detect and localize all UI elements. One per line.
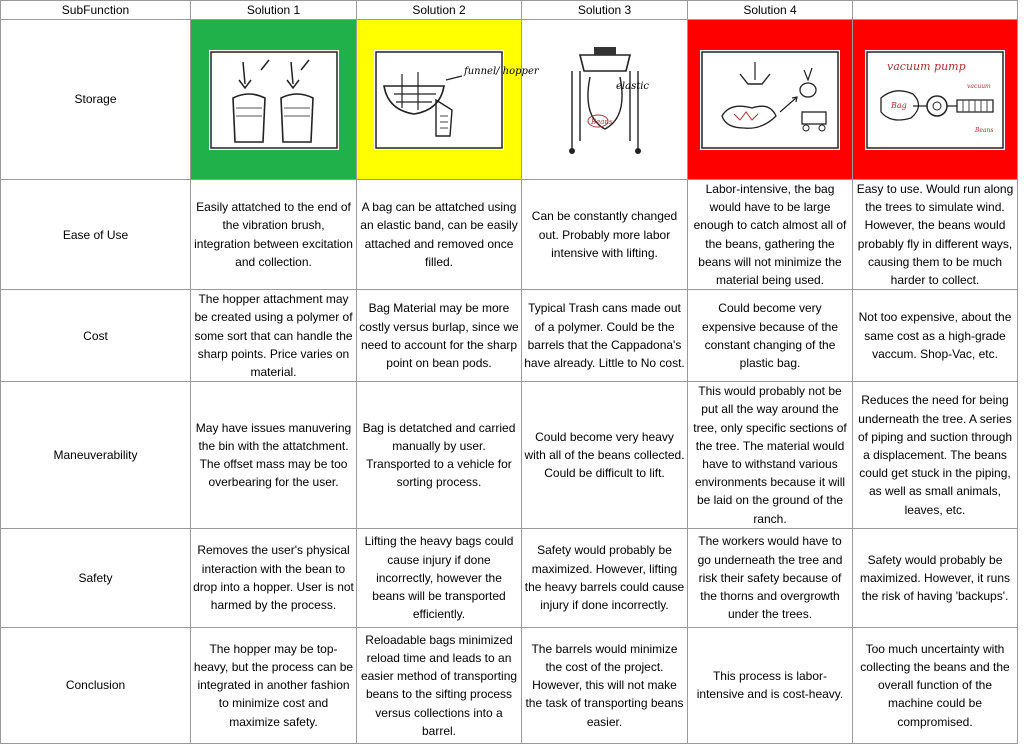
row-safety xyxy=(1,528,1018,627)
header-solution-4: Solution 4 xyxy=(688,1,853,20)
cell-maneuver-solution-1: May have issues manuvering the bin with the attatchment. The offset mass may be too overbearing for the user. xyxy=(191,382,357,529)
sketch-5-beans: Beans xyxy=(975,126,994,134)
row-label-maneuverability: Maneuverability xyxy=(1,382,191,529)
cell-cost-solution-2: Bag Material may be more costly versus burlap, since we need to account for the sharp point on bean pods. xyxy=(357,290,522,382)
sketch-vacuum-pump xyxy=(865,50,1005,150)
cell-cost-solution-5: Not too expensive, about the same cost as a high-grade vaccum. Shop-Vac, etc. xyxy=(853,290,1018,382)
row-conclusion xyxy=(1,627,1018,743)
cell-safety-solution-3: Safety would probably be maximized. However, lifting the heavy barrels could cause injury if done incorrectly. xyxy=(522,528,688,627)
cell-conclusion-solution-4: This process is labor-intensive and is cost-heavy. xyxy=(688,627,853,743)
cell-cost-solution-3: Typical Trash cans made out of a polymer. Could be the barrels that the Cappadona's have already. Little to No cost. xyxy=(522,290,688,382)
header-solution-1: Solution 1 xyxy=(191,1,357,20)
storage-cell-solution-4 xyxy=(688,20,853,180)
sketch-3-label: elastic xyxy=(615,80,649,92)
cell-ease-solution-5: Easy to use. Would run along the trees to simulate wind. However, the beans would probably fly in different ways, causing them to be much harder to collect. xyxy=(853,180,1018,290)
row-label-ease-of-use: Ease of Use xyxy=(1,180,191,290)
row-label-cost: Cost xyxy=(1,290,191,382)
sketch-5-title: vacuum pump xyxy=(887,59,966,73)
header-solution-2: Solution 2 xyxy=(357,1,522,20)
sketch-5-vac: vacuum xyxy=(967,82,991,90)
sketch-elastic-bag xyxy=(550,37,660,163)
header-solution-3: Solution 3 xyxy=(522,1,688,20)
cell-maneuver-solution-2: Bag is detatched and carried manually by user. Transported to a vehicle for sorting process. xyxy=(357,382,522,529)
row-label-safety: Safety xyxy=(1,528,191,627)
row-ease-of-use xyxy=(1,180,1018,290)
header-subfunction: SubFunction xyxy=(1,1,191,20)
sketch-2-label: funnel/ hopper xyxy=(464,65,539,77)
storage-cell-solution-2 xyxy=(357,20,539,180)
cell-maneuver-solution-4: This would probably not be put all the way around the tree, only specific sections of the tree. The material would have to withstand various environments because it will be laid on the ground of the ranch. xyxy=(688,382,853,529)
cell-safety-solution-5: Safety would probably be maximized. However, it runs the risk of having 'backups'. xyxy=(853,528,1018,627)
storage-cell-solution-1 xyxy=(191,20,357,180)
sketch-funnel-hopper xyxy=(374,50,539,150)
cell-conclusion-solution-3: The barrels would minimize the cost of the project. However, this will not make the task of transporting beans easier. xyxy=(522,627,688,743)
cell-ease-solution-2: A bag can be attatched using an elastic band, can be easily attached and removed once filled. xyxy=(357,180,522,290)
sketch-3-bag-label: Beans xyxy=(590,117,613,126)
header-solution-5 xyxy=(853,1,1018,20)
cell-ease-solution-1: Easily attatched to the end of the vibration brush, integration between excitation and collection. xyxy=(191,180,357,290)
storage-row xyxy=(1,20,1018,180)
sketch-ground-bag xyxy=(700,50,840,150)
storage-cell-solution-5 xyxy=(853,20,1018,180)
header-row xyxy=(1,1,1018,20)
row-label-storage: Storage xyxy=(1,20,191,180)
cell-conclusion-solution-5: Too much uncertainty with collecting the beans and the overall function of the machine could be compromised. xyxy=(853,627,1018,743)
cell-cost-solution-1: The hopper attachment may be created using a polymer of some sort that can handle the sharp points. Price varies on material. xyxy=(191,290,357,382)
cell-ease-solution-3: Can be constantly changed out. Probably more labor intensive with lifting. xyxy=(522,180,688,290)
row-cost xyxy=(1,290,1018,382)
cell-safety-solution-2: Lifting the heavy bags could cause injury if done incorrectly, however the beans will be transported efficiently. xyxy=(357,528,522,627)
cell-ease-solution-4: Labor-intensive, the bag would have to be large enough to catch almost all of the beans, gathering the beans will not minimize the material being used. xyxy=(688,180,853,290)
cell-cost-solution-4: Could become very expensive because of the constant changing of the plastic bag. xyxy=(688,290,853,382)
cell-conclusion-solution-2: Reloadable bags minimized reload time and leads to an easier method of transporting beans to the sifting process versus collections into a barrel. xyxy=(357,627,522,743)
cell-safety-solution-4: The workers would have to go underneath the tree and risk their safety because of the thorns and overgrowth under the trees. xyxy=(688,528,853,627)
sketch-5-bag: Bag xyxy=(891,100,907,110)
cell-maneuver-solution-3: Could become very heavy with all of the beans collected. Could be difficult to lift. xyxy=(522,382,688,529)
row-label-conclusion: Conclusion xyxy=(1,627,191,743)
cell-safety-solution-1: Removes the user's physical interaction with the bean to drop into a hopper. User is not harmed by the process. xyxy=(191,528,357,627)
row-maneuverability xyxy=(1,382,1018,529)
sketch-hopper-bins xyxy=(209,50,339,150)
storage-cell-solution-3 xyxy=(522,20,688,180)
cell-conclusion-solution-1: The hopper may be top-heavy, but the process can be integrated in another fashion to minimize cost and maximize safety. xyxy=(191,627,357,743)
cell-maneuver-solution-5: Reduces the need for being underneath the tree. A series of piping and suction through a displacement. The beans could get stuck in the piping, as well as small animals, leaves, etc. xyxy=(853,382,1018,529)
